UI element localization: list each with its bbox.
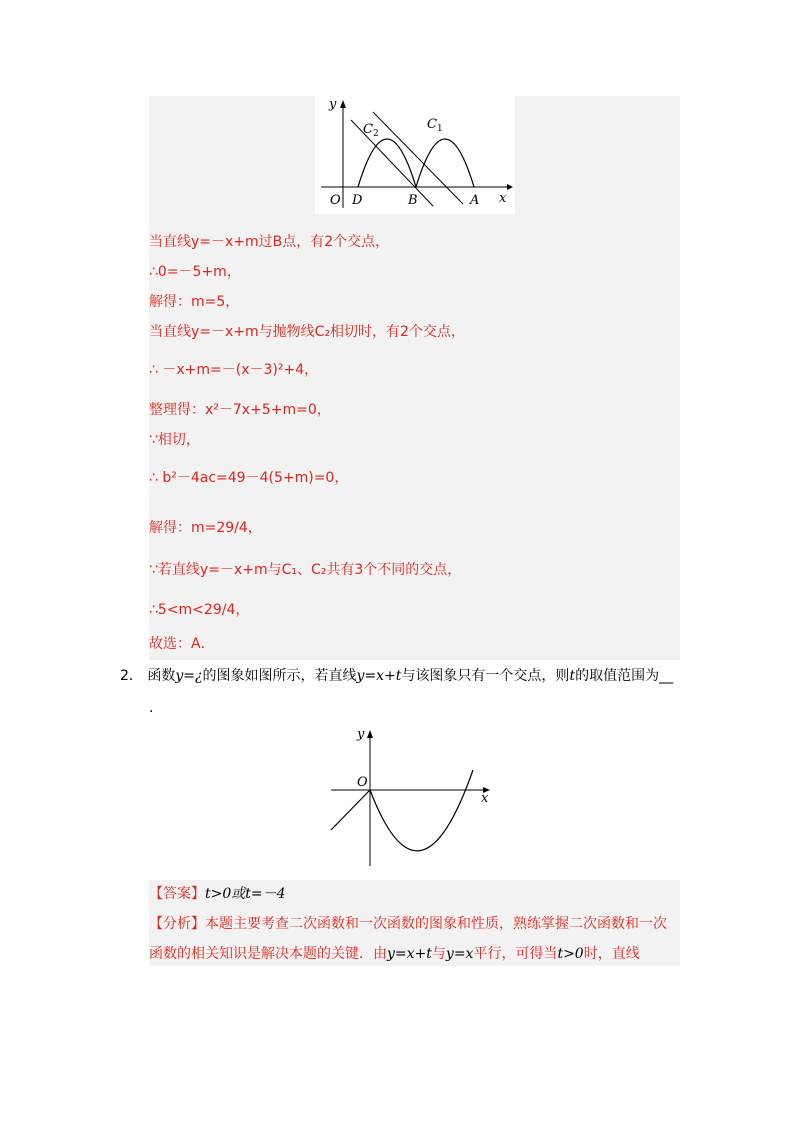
x-label: x [499,191,507,206]
solution-text-5: ∴ －x+m=－(x－3)²+4， [149,362,319,378]
question-func: y=¿ [175,668,203,684]
point-b-label: B [408,193,418,208]
solution-line-4 [149,322,465,342]
question-text-g: 的取值范围为 [575,668,660,684]
question-text-a: 函数 [147,668,176,684]
figure-1-graph [315,96,515,214]
solution-line-3 [149,292,239,312]
x-label: x [481,791,489,806]
question-period: . [149,700,154,716]
answer-tag: 【答案】 [149,886,205,902]
solution-text-1: 当直线y=－x+m过B点，有2个交点， [149,234,390,250]
question-text-c: 的图象如图所示，若直线 [202,668,357,684]
solution-line-5 [149,360,318,380]
solution-line-11 [149,600,249,620]
analysis-line-1 [149,914,667,934]
parabola-branch [370,770,473,851]
solution-line-7 [149,430,200,450]
answer-line [149,884,286,904]
curve-c2-label: $C_2$ [363,122,379,139]
solution-line-9 [149,518,262,538]
analysis-eq-3: t>0 [557,946,584,962]
solution-text-10: ∵若直线y=－x+m与C₁、C₂共有3个不同的交点， [149,562,462,578]
solution-text-12: 故选：A． [149,636,215,652]
question-line-eq: y=x+t [356,668,402,684]
origin-label: O [357,775,368,790]
solution-text-7: ∵相切， [149,432,200,448]
origin-label: O [330,193,341,208]
question-2 [120,666,673,686]
analysis-text-2g: 时，直线 [583,946,640,962]
figure-2-graph [325,726,505,871]
solution-line-2 [149,262,241,282]
y-label: y [329,97,337,112]
analysis-text-1: 本题主要考查二次函数和一次函数的图象和性质，熟练掌握二次函数和一次 [205,916,667,932]
point-a-label: A [470,193,480,208]
solution-text-4: 当直线y=－x+m与抛物线C₂相切时，有2个交点， [149,324,465,340]
solution-line-1 [149,232,389,252]
solution-line-6 [149,400,331,420]
analysis-text-2a: 函数的相关知识是解决本题的关键．由 [149,946,387,962]
y-axis-arrow [367,730,373,738]
question-var-t: t [569,668,576,684]
solution-line-8 [149,468,348,488]
analysis-line-2 [149,944,640,964]
solution-text-2: ∴0=－5+m， [149,264,241,280]
y-label: y [357,727,365,742]
answer-blank[interactable]: __ [659,668,674,684]
solution-text-11: ∴5<m<29/4， [149,602,250,618]
analysis-eq-2: y=x [445,946,474,962]
analysis-eq-1: y=x+t [387,946,432,962]
solution-line-10 [149,560,461,580]
solution-line-12 [149,634,215,654]
curve-c1-label: $C_1$ [427,117,443,134]
analysis-tag: 【分析】 [149,916,205,932]
solution-text-9: 解得：m=29/4， [149,520,262,536]
analysis-text-2c: 与 [431,946,446,962]
solution-text-3: 解得：m=5， [149,294,240,310]
solution-text-6: 整理得：x²－7x+5+m=0， [149,402,331,418]
question-number: 2． [120,668,143,684]
left-ray [331,790,370,830]
solution-text-8: ∴ b²－4ac=49－4(5+m)=0， [149,470,349,486]
answer-text: t>0或t=－4 [205,886,286,902]
point-d-label: D [352,193,363,208]
question-text-e: 与该图象只有一个交点，则 [401,668,570,684]
analysis-text-2e: 平行，可得当 [473,946,558,962]
